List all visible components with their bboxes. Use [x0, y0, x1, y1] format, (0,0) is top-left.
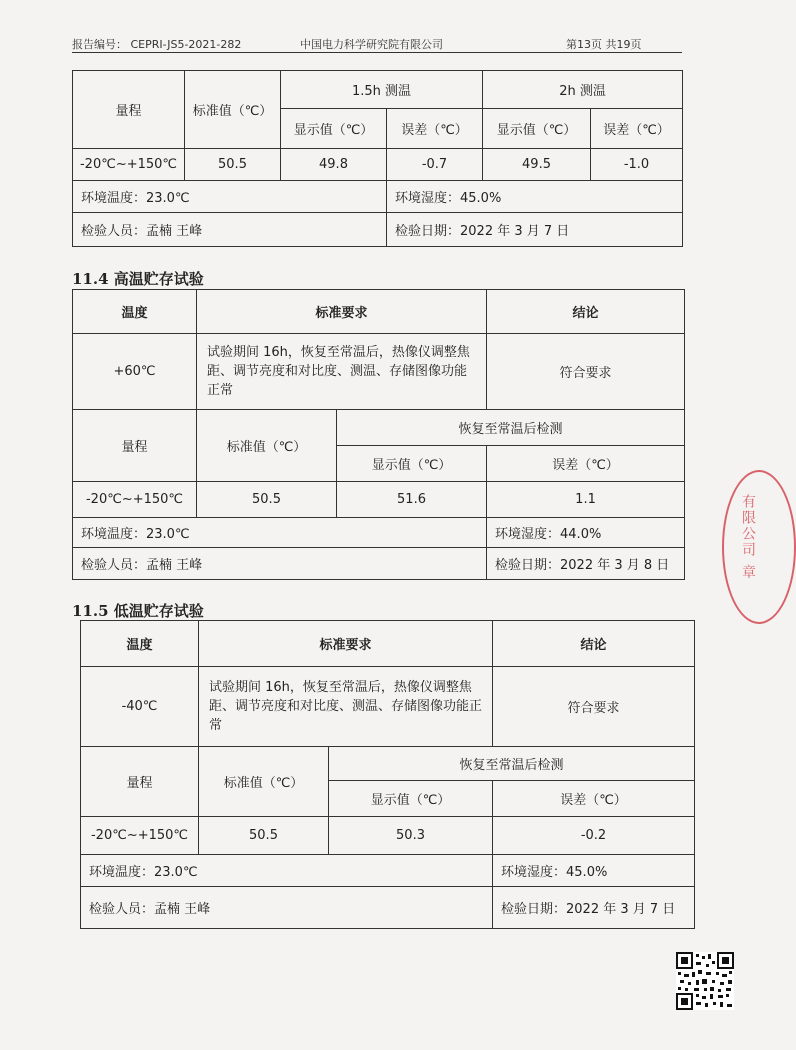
- std-header: 标准值（℃）: [185, 71, 281, 149]
- env-temp: 环境温度：23.0℃: [73, 181, 387, 213]
- env-temp: 环境温度：23.0℃: [73, 518, 487, 548]
- display-cell: 51.6: [337, 482, 487, 518]
- display-value-header: 显示值（℃）: [329, 781, 493, 817]
- conclusion-cell: 符合要求: [487, 334, 685, 410]
- error-header: 误差（℃）: [493, 781, 695, 817]
- inspection-date: 检验日期：2022 年 3 月 7 日: [493, 887, 695, 929]
- measurement-table-top: [72, 70, 683, 247]
- inspector: 检验人员：孟楠 王峰: [73, 548, 487, 580]
- error-header: 误差（℃）: [591, 109, 683, 149]
- std-header: 标准值（℃）: [199, 747, 329, 817]
- inspection-date: 检验日期：2022 年 3 月 7 日: [387, 213, 683, 247]
- conclusion-cell: 符合要求: [493, 667, 695, 747]
- group-1-5h-header: 1.5h 测温: [281, 71, 483, 109]
- display-value-header: 显示值（℃）: [337, 446, 487, 482]
- error-cell: -1.0: [591, 149, 683, 181]
- range-cell: -20℃~+150℃: [73, 482, 197, 518]
- requirement-header: 标准要求: [199, 621, 493, 667]
- report-number: 报告编号： CEPRI-JS5-2021-282: [72, 38, 242, 51]
- range-header: 量程: [81, 747, 199, 817]
- std-cell: 50.5: [185, 149, 281, 181]
- qr-code-icon: [676, 952, 734, 1010]
- display-value-header: 显示值（℃）: [483, 109, 591, 149]
- recover-header: 恢复至常温后检测: [329, 747, 695, 781]
- page-indicator: 第13页 共19页: [566, 38, 642, 51]
- temperature-header: 温度: [81, 621, 199, 667]
- env-humidity: 环境湿度：45.0%: [493, 855, 695, 887]
- std-cell: 50.5: [197, 482, 337, 518]
- range-cell: -20℃~+150℃: [81, 817, 199, 855]
- temperature-cell: -40℃: [81, 667, 199, 747]
- env-temp: 环境温度：23.0℃: [81, 855, 493, 887]
- recover-header: 恢复至常温后检测: [337, 410, 685, 446]
- inspection-date: 检验日期：2022 年 3 月 8 日: [487, 548, 685, 580]
- conclusion-header: 结论: [493, 621, 695, 667]
- requirement-cell: 试验期间 16h，恢复至常温后，热像仪调整焦距、调节亮度和对比度、测温、存储图像功能正常: [199, 667, 493, 747]
- requirement-header: 标准要求: [197, 290, 487, 334]
- temperature-header: 温度: [73, 290, 197, 334]
- company-seal: 有限公司 章: [722, 470, 796, 624]
- env-humidity: 环境湿度：44.0%: [487, 518, 685, 548]
- organization-name: 中国电力科学研究院有限公司: [300, 38, 443, 51]
- range-header: 量程: [73, 410, 197, 482]
- error-cell: 1.1: [487, 482, 685, 518]
- range-cell: -20℃~+150℃: [73, 149, 185, 181]
- env-humidity: 环境湿度：45.0%: [387, 181, 683, 213]
- high-temp-table: [72, 289, 685, 580]
- section-title-low-temp: 11.5 低温贮存试验: [72, 602, 204, 620]
- group-2h-header: 2h 测温: [483, 71, 683, 109]
- low-temp-table: [80, 620, 695, 929]
- temperature-cell: +60℃: [73, 334, 197, 410]
- error-header: 误差（℃）: [487, 446, 685, 482]
- display-value-header: 显示值（℃）: [281, 109, 387, 149]
- error-header: 误差（℃）: [387, 109, 483, 149]
- display-cell: 49.5: [483, 149, 591, 181]
- requirement-cell: 试验期间 16h，恢复至常温后，热像仪调整焦距、调节亮度和对比度、测温、存储图像功能正常: [197, 334, 487, 410]
- range-header: 量程: [73, 71, 185, 149]
- std-header: 标准值（℃）: [197, 410, 337, 482]
- display-cell: 49.8: [281, 149, 387, 181]
- display-cell: 50.3: [329, 817, 493, 855]
- error-cell: -0.7: [387, 149, 483, 181]
- inspector: 检验人员：孟楠 王峰: [81, 887, 493, 929]
- conclusion-header: 结论: [487, 290, 685, 334]
- std-cell: 50.5: [199, 817, 329, 855]
- section-title-high-temp: 11.4 高温贮存试验: [72, 270, 204, 288]
- header-divider: [72, 52, 682, 53]
- error-cell: -0.2: [493, 817, 695, 855]
- inspector: 检验人员：孟楠 王峰: [73, 213, 387, 247]
